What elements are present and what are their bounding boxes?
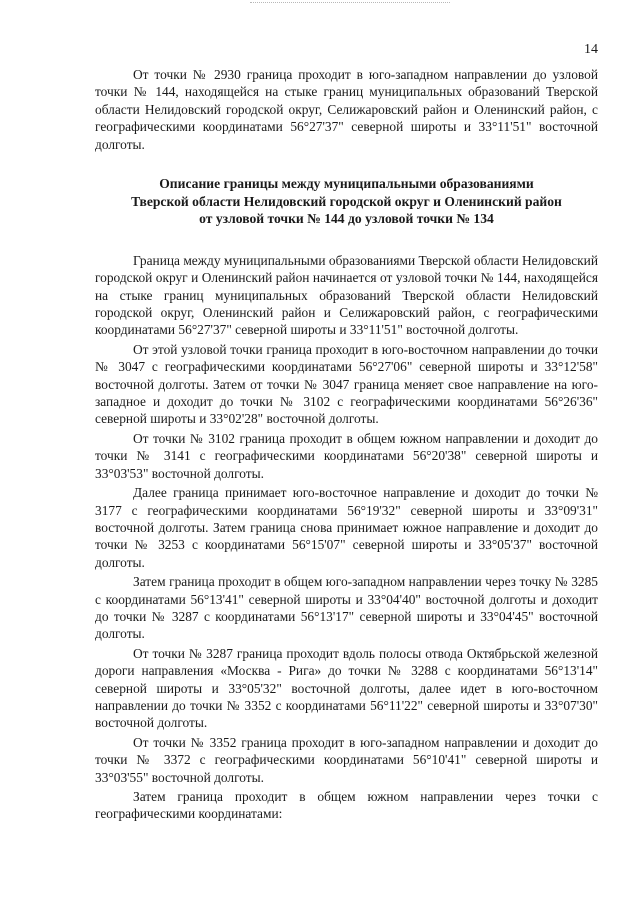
page-number: 14 (584, 42, 598, 57)
boundary-paragraph-4: Далее граница принимает юго-восточное направление и доходит до точки № 3177 с географическими координатами 56°19'32" северной широты и 33°09'31" восточной долготы. Затем граница снова принимает южное направление и доходит до точки № 3253 с координатами 56°15'07" северной широты и 33°05'37" восточной долготы. (95, 485, 598, 570)
document-body (95, 66, 598, 823)
section-body (95, 252, 598, 823)
section-heading-line-3: от узловой точки № 144 до узловой точки № 134 (199, 211, 494, 227)
boundary-paragraph-7: От точки № 3352 граница проходит в юго-западном направлении и доходит до точки № 3372 с географическими координатами 56°10'41" северной широты и 33°03'55" восточной долготы. (95, 734, 598, 785)
boundary-paragraph-6: От точки № 3287 граница проходит вдоль полосы отвода Октябрьской железной дороги направления «Москва - Рига» до точки № 3288 с координатами 56°13'14" северной широты и 33°05'32" восточной долготы, далее идет в юго-восточном направлении до точки № 3352 с координатами 56°11'22" северной широты и 33°07'30" восточной долготы. (95, 645, 598, 731)
boundary-paragraph-8: Затем граница проходит в общем южном направлении через точки с географическими координатами: (95, 789, 598, 822)
scan-artifact (250, 2, 450, 7)
section-heading-line-2: Тверской области Нелидовский городской округ и Оленинский район (131, 193, 562, 209)
boundary-paragraph-1: Граница между муниципальными образованиями Тверской области Нелидовский городской округ и Оленинский район начинается от узловой точки № 144, находящейся на стыке границ муниципальных образований Тверской области Нелидовский городской округ, Оленинский район и Селижаровский район, с географическими координатами 56°27'37" северной широты и 33°11'51" восточной долготы. (95, 252, 598, 338)
section-heading-line-1: Описание границы между муниципальными образованиями (159, 176, 534, 192)
boundary-paragraph-2: От этой узловой точки граница проходит в юго-восточном направлении до точки № 3047 с географическими координатами 56°27'06" северной широты и 33°12'58" восточной долготы. Затем от точки № 3047 граница меняет свое направление на юго-западное и доходит до точки № 3102 с географическими координатами 56°26'36" северной широты и 33°02'28" восточной долготы. (95, 341, 598, 427)
section-heading (95, 175, 598, 228)
boundary-paragraph-3: От точки № 3102 граница проходит в общем южном направлении и доходит до точки № 3141 с географическими координатами 56°20'38" северной широты и 33°03'53" восточной долготы. (95, 430, 598, 481)
intro-paragraph: От точки № 2930 граница проходит в юго-западном направлении до узловой точки № 144, находящейся на стыке границ муниципальных образований Тверской области Нелидовский городской округ, Селижаровский район и Оленинский район, с географическими координатами 56°27'37" северной широты и 33°11'51" восточной долготы. (95, 67, 598, 152)
boundary-paragraph-5: Затем граница проходит в общем юго-западном направлении через точку № 3285 с координатами 56°13'41" северной широты и 33°04'40" восточной долготы и доходит до точки № 3287 с координатами 56°13'17" северной широты и 33°04'45" восточной долготы. (95, 574, 598, 642)
